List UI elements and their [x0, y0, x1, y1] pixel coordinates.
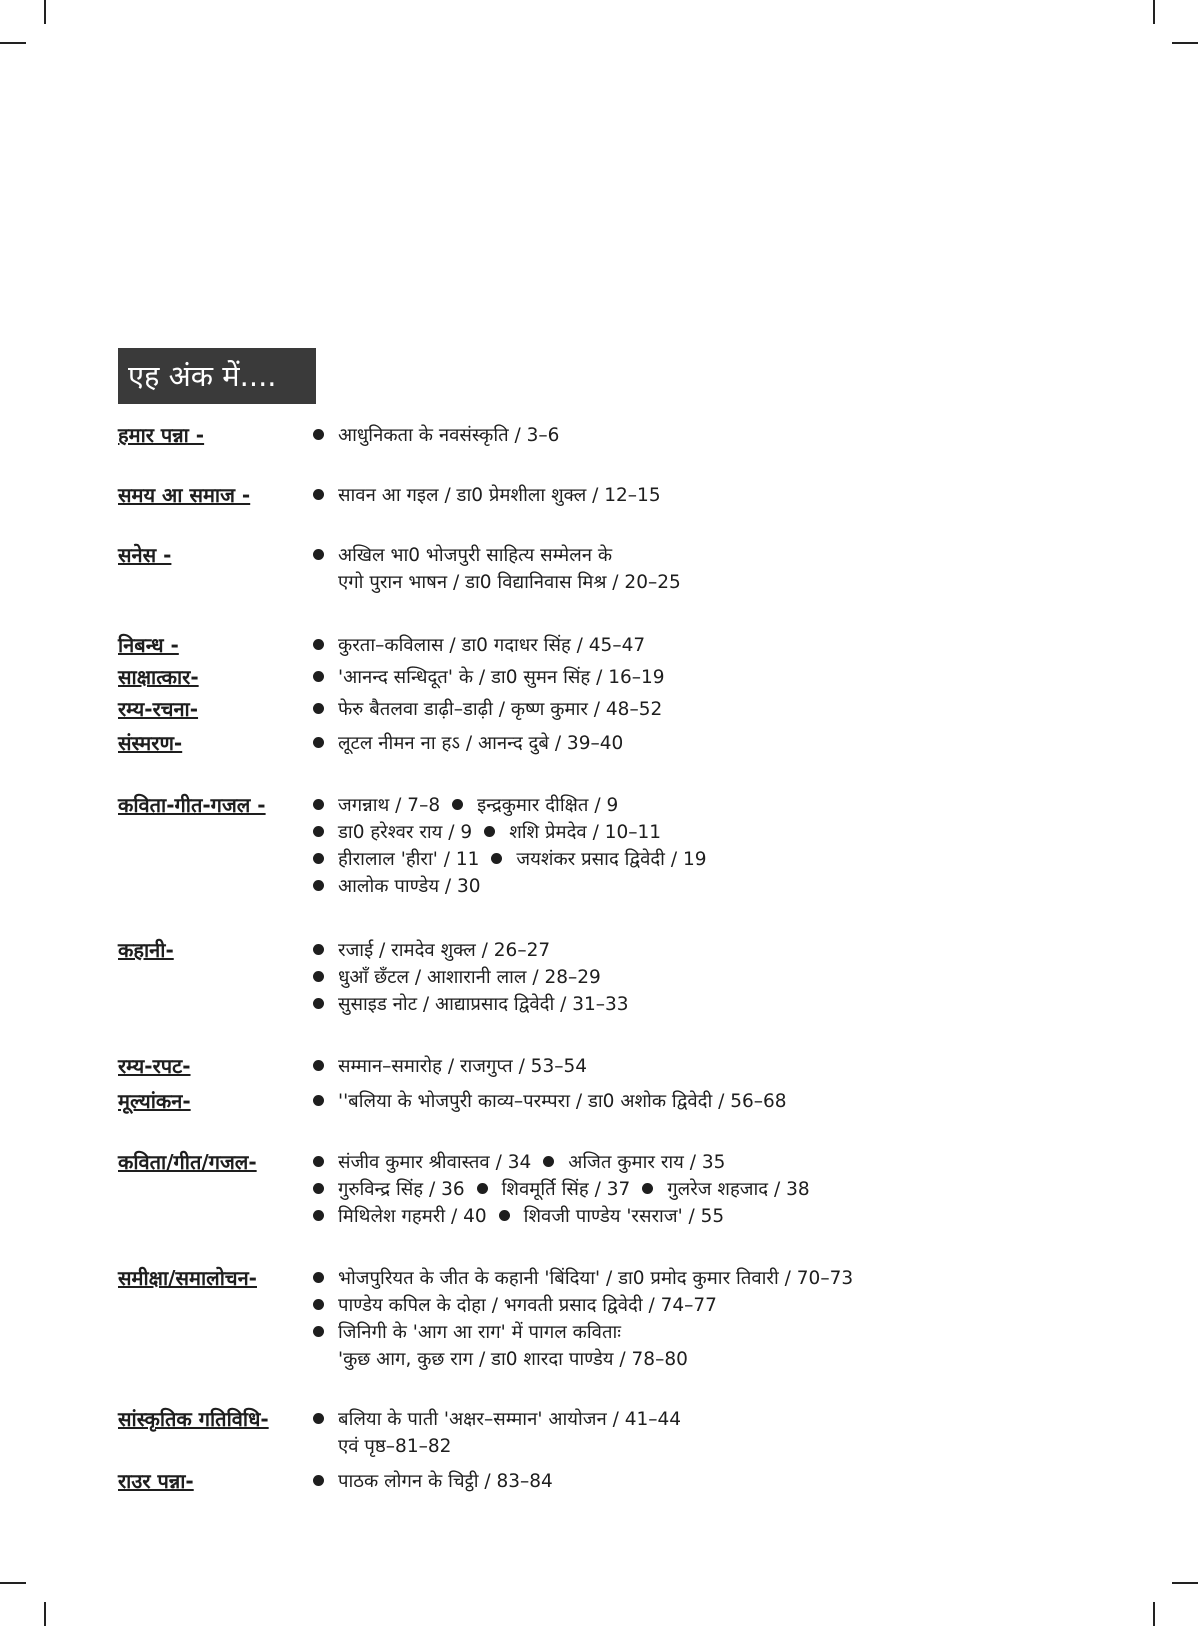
- section-entries: [313, 1053, 1133, 1080]
- bullet-icon: [452, 799, 463, 810]
- entry-text: धुआँ छँटल / आशारानी लाल / 28–29: [338, 967, 601, 988]
- crop-mark-top-right-horizontal: [1172, 42, 1198, 44]
- section-entries: [313, 632, 1133, 659]
- crop-mark-bottom-right-vertical: [1153, 1602, 1155, 1626]
- section-entries: [313, 1265, 1133, 1373]
- section-entries: [313, 792, 1133, 900]
- bullet-icon: [313, 1210, 324, 1221]
- crop-mark-top-right-vertical: [1153, 0, 1155, 24]
- section-label: सांस्कृतिक गतिविधि-: [118, 1407, 269, 1431]
- section-entries: [313, 542, 1133, 596]
- entry-text: बलिया के पाती 'अक्षर–सम्मान' आयोजन / 41–44: [338, 1409, 682, 1430]
- bullet-icon: [313, 880, 324, 891]
- bullet-icon: [313, 944, 324, 955]
- entry-line: [313, 1149, 1133, 1176]
- bullet-icon: [313, 1060, 324, 1071]
- section-label: मूल्यांकन-: [118, 1089, 191, 1113]
- entry-line: [313, 1203, 1133, 1230]
- entry-line: [313, 632, 1133, 659]
- entry-line: [313, 873, 1133, 900]
- bullet-icon: [313, 489, 324, 500]
- section-label: कहानी-: [118, 938, 174, 962]
- bullet-icon: [313, 1272, 324, 1283]
- section-label: समय आ समाज -: [118, 483, 251, 507]
- entry-text: पाठक लोगन के चिट्ठी / 83–84: [338, 1471, 553, 1492]
- entry-text: इन्द्रकुमार दीक्षित / 9: [477, 795, 619, 816]
- bullet-icon: [313, 1413, 324, 1424]
- entry-line: [313, 1468, 1133, 1495]
- entry-text: लूटल नीमन ना हऽ / आनन्द दुबे / 39–40: [338, 733, 624, 754]
- section-entries: [313, 696, 1133, 723]
- entry-text: अखिल भा0 भोजपुरी साहित्य सम्मेलन के: [338, 545, 613, 566]
- entry-line: [313, 482, 1133, 509]
- section-label: सनेस -: [118, 543, 172, 567]
- entry-continuation: एगो पुरान भाषन / डा0 विद्यानिवास मिश्र / 20–25: [338, 572, 681, 593]
- entry-line: [313, 696, 1133, 723]
- entry-text: पाण्डेय कपिल के दोहा / भगवती प्रसाद द्विवेदी / 74–77: [338, 1295, 717, 1316]
- entry-text: अजित कुमार राय / 35: [568, 1152, 726, 1173]
- entry-line: [313, 730, 1133, 757]
- entry-line: [313, 964, 1133, 991]
- entry-line: [313, 846, 1133, 873]
- entry-line: [313, 1346, 1133, 1373]
- section-entries: [313, 937, 1133, 1018]
- section-label: रम्य-रचना-: [118, 697, 199, 721]
- entry-text: सावन आ गइल / डा0 प्रेमशीला शुक्ल / 12–15: [338, 485, 661, 506]
- section-entries: [313, 422, 1133, 449]
- entry-text: आधुनिकता के नवसंस्कृति / 3–6: [338, 425, 560, 446]
- entry-line: [313, 664, 1133, 691]
- crop-mark-bottom-left-horizontal: [0, 1582, 26, 1584]
- bullet-icon: [313, 1183, 324, 1194]
- section-entries: [313, 1406, 1133, 1460]
- section-entries: [313, 1149, 1133, 1230]
- entry-text: डा0 हरेश्वर राय / 9: [338, 822, 473, 843]
- bullet-icon: [313, 826, 324, 837]
- entry-line: [313, 1088, 1133, 1115]
- entry-text: भोजपुरियत के जीत के कहानी 'बिंदिया' / डा0 प्रमोद कुमार तिवारी / 70–73: [338, 1268, 854, 1289]
- entry-text: जगन्नाथ / 7–8: [338, 795, 441, 816]
- bullet-icon: [642, 1183, 653, 1194]
- crop-mark-bottom-right-horizontal: [1172, 1582, 1198, 1584]
- entry-text: फेरु बैतलवा डाढ़ी–डाढ़ी / कृष्ण कुमार / 48–52: [338, 699, 663, 720]
- entry-text: हीरालाल 'हीरा' / 11: [338, 849, 480, 870]
- bullet-icon: [491, 853, 502, 864]
- entry-text: ''बलिया के भोजपुरी काव्य–परम्परा / डा0 अशोक द्विवेदी / 56–68: [338, 1091, 787, 1112]
- section-label: कविता-गीत-गजल -: [118, 793, 266, 817]
- entry-text: जिनिगी के 'आग आ राग' में पागल कविताः: [338, 1322, 622, 1343]
- section-label: समीक्षा/समालोचन-: [118, 1266, 257, 1290]
- entry-text: रजाई / रामदेव शुक्ल / 26–27: [338, 940, 551, 961]
- entry-text: शशि प्रेमदेव / 10–11: [509, 822, 662, 843]
- bullet-icon: [313, 549, 324, 560]
- entry-line: [313, 1176, 1133, 1203]
- bullet-icon: [313, 799, 324, 810]
- entry-line: [313, 1406, 1133, 1433]
- section-label: संस्मरण-: [118, 731, 183, 755]
- entry-line: [313, 1319, 1133, 1346]
- entry-text: कुरता–कविलास / डा0 गदाधर सिंह / 45–47: [338, 635, 646, 656]
- bullet-icon: [313, 429, 324, 440]
- section-label: निबन्ध -: [118, 633, 179, 657]
- bullet-icon: [313, 1475, 324, 1486]
- section-label: साक्षात्कार-: [118, 665, 199, 689]
- bullet-icon: [543, 1156, 554, 1167]
- bullet-icon: [313, 1326, 324, 1337]
- entry-text: गुरुविन्द्र सिंह / 36: [338, 1179, 465, 1200]
- entry-text: आलोक पाण्डेय / 30: [338, 876, 481, 897]
- entry-text: 'आनन्द सन्धिदूत' के / डा0 सुमन सिंह / 16–19: [338, 667, 665, 688]
- section-entries: [313, 482, 1133, 509]
- entry-line: [313, 1053, 1133, 1080]
- page-title: एह अंक में....: [118, 348, 316, 404]
- crop-mark-bottom-left-vertical: [44, 1602, 46, 1626]
- bullet-icon: [313, 639, 324, 650]
- bullet-icon: [477, 1183, 488, 1194]
- section-label: राउर पन्ना-: [118, 1469, 194, 1493]
- entry-line: [313, 937, 1133, 964]
- bullet-icon: [313, 1299, 324, 1310]
- bullet-icon: [484, 826, 495, 837]
- section-entries: [313, 730, 1133, 757]
- entry-line: [313, 542, 1133, 569]
- entry-line: [313, 422, 1133, 449]
- bullet-icon: [313, 737, 324, 748]
- crop-mark-top-left-horizontal: [0, 42, 26, 44]
- entry-text: गुलरेज शहजाद / 38: [667, 1179, 810, 1200]
- entry-line: [313, 1433, 1133, 1460]
- bullet-icon: [313, 853, 324, 864]
- entry-text: संजीव कुमार श्रीवास्तव / 34: [338, 1152, 532, 1173]
- entry-line: [313, 792, 1133, 819]
- entry-line: [313, 991, 1133, 1018]
- bullet-icon: [499, 1210, 510, 1221]
- entry-text: शिवजी पाण्डेय 'रसराज' / 55: [523, 1206, 725, 1227]
- section-entries: [313, 664, 1133, 691]
- entry-text: जयशंकर प्रसाद द्विवेदी / 19: [516, 849, 707, 870]
- entry-text: शिवमूर्ति सिंह / 37: [501, 1179, 631, 1200]
- section-label: कविता/गीत/गजल-: [118, 1150, 257, 1174]
- section-entries: [313, 1468, 1133, 1495]
- entry-line: [313, 819, 1133, 846]
- bullet-icon: [313, 971, 324, 982]
- section-label: रम्य-रपट-: [118, 1054, 191, 1078]
- bullet-icon: [313, 671, 324, 682]
- bullet-icon: [313, 1095, 324, 1106]
- entry-text: सुसाइड नोट / आद्याप्रसाद द्विवेदी / 31–33: [338, 994, 629, 1015]
- entry-line: [313, 569, 1133, 596]
- entry-continuation: एवं पृष्ठ–81–82: [338, 1436, 452, 1457]
- bullet-icon: [313, 703, 324, 714]
- crop-mark-top-left-vertical: [44, 0, 46, 24]
- entry-line: [313, 1265, 1133, 1292]
- bullet-icon: [313, 998, 324, 1009]
- section-label: हमार पन्ना -: [118, 423, 205, 447]
- entry-text: सम्मान–समारोह / राजगुप्त / 53–54: [338, 1056, 588, 1077]
- bullet-icon: [313, 1156, 324, 1167]
- section-entries: [313, 1088, 1133, 1115]
- entry-text: मिथिलेश गहमरी / 40: [338, 1206, 487, 1227]
- entry-line: [313, 1292, 1133, 1319]
- entry-continuation: 'कुछ आग, कुछ राग / डा0 शारदा पाण्डेय / 78–80: [338, 1349, 688, 1370]
